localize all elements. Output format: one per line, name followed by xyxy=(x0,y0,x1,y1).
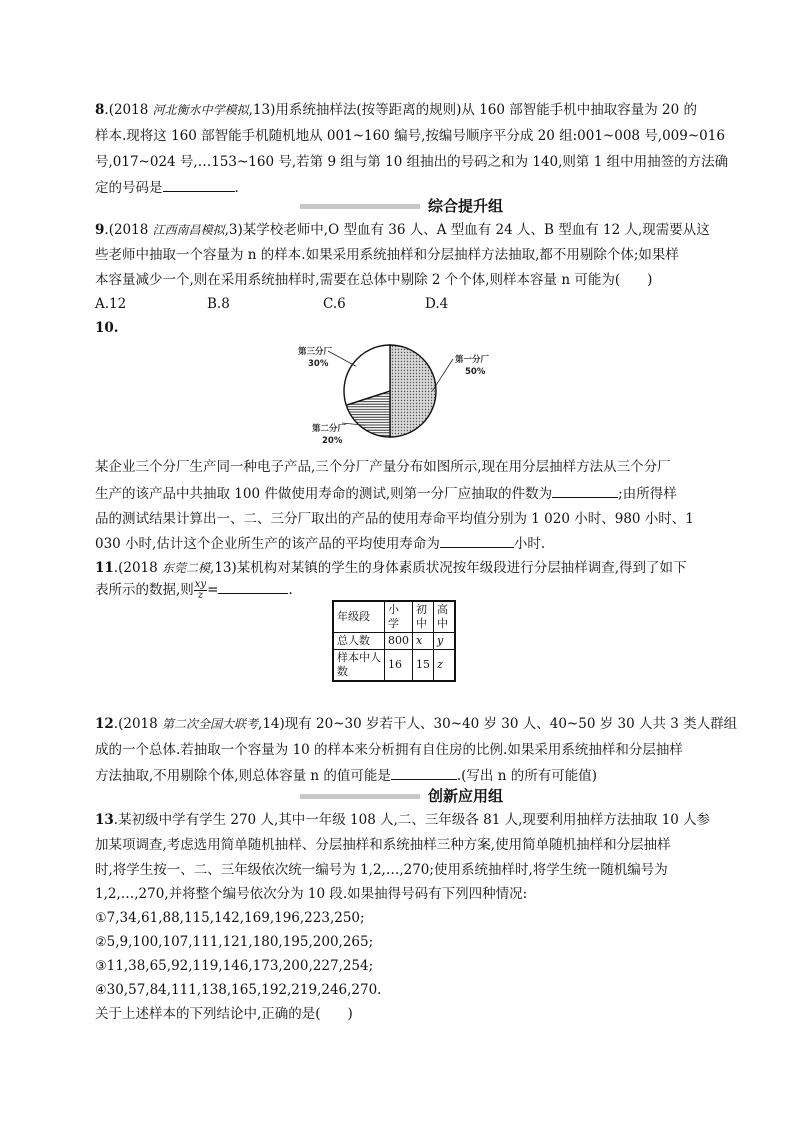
item-text: 30,57,84,111,138,165,192,219,246,270. xyxy=(106,982,382,998)
q10-answer-blank-2[interactable] xyxy=(440,533,514,548)
q13-line2: 加某项调查,考虑选用简单随机抽样、分层抽样和系统抽样三种方案,使用简单随机抽样和分层抽样 xyxy=(95,837,671,853)
table-cell: x xyxy=(413,633,434,650)
q9-number: 9 xyxy=(95,222,105,238)
q12-line3-text: 方法抽取,不用剔除个体,则总体容量 n 的值可能是 xyxy=(95,768,391,784)
section-header-innovation xyxy=(0,786,794,806)
q10-dot: . xyxy=(113,320,119,336)
table-row xyxy=(333,650,455,682)
q10-line2-end: ;由所得样 xyxy=(618,486,677,502)
fraction-numerator: xy xyxy=(194,579,207,590)
q9-pre: .(2018 xyxy=(104,222,153,238)
q8-line4 xyxy=(95,177,239,198)
table-cell: y xyxy=(434,633,456,650)
q10-number: 10 xyxy=(95,320,114,336)
pie-slice-label: 第二分厂 xyxy=(312,424,347,434)
item-text: 11,38,65,92,119,146,173,200,227,254; xyxy=(106,958,374,974)
q12-line3 xyxy=(95,765,597,786)
q13-line3: 时,将学生按一、二、三年级依次统一编号为 1,2,…,270;使用系统抽样时,将学生统一随机编号为 xyxy=(95,862,668,878)
table-cell: 样本中人数 xyxy=(333,650,385,682)
q9-option-d[interactable]: D.4 xyxy=(425,296,449,312)
table-cell: 16 xyxy=(385,650,413,682)
q8-line4-text: 定的号码是 xyxy=(95,180,163,196)
q11-line2 xyxy=(95,578,293,602)
q13-last: 关于上述样本的下列结论中,正确的是( ) xyxy=(95,1006,353,1022)
q12-line3-end: .(写出 n 的所有可能值) xyxy=(456,768,597,784)
circled-number: ④ xyxy=(95,983,107,998)
pie-slice-percent: 50% xyxy=(465,367,486,377)
section-bar xyxy=(300,204,420,209)
q8-answer-blank[interactable] xyxy=(163,177,235,192)
q10-line1: 某企业三个分厂生产同一种电子产品,三个分厂产量分布如图所示,现在用分层抽样方法从三个分厂 xyxy=(95,459,671,475)
item-text: 7,34,61,88,115,142,169,196,223,250; xyxy=(106,910,365,926)
q12-number: 12 xyxy=(95,716,114,732)
q10-answer-blank-1[interactable] xyxy=(552,483,618,498)
q8-number: 8 xyxy=(95,102,105,118)
q11-answer-blank[interactable] xyxy=(218,579,288,594)
q8-pre: .( xyxy=(104,102,114,118)
q13-item-4 xyxy=(95,980,381,1001)
section-title: 综合提升组 xyxy=(428,197,504,215)
q10-line2 xyxy=(95,483,677,504)
q9-line1 xyxy=(95,220,710,240)
q13-item-3 xyxy=(95,956,373,977)
pie-slice-label: 第三分厂 xyxy=(298,347,333,357)
q13-line1 xyxy=(95,810,710,830)
q13-line4: 1,2,…,270,并将整个编号依次分为 10 段.如果抽得号码有下列四种情况: xyxy=(95,886,528,902)
table-cell: 高中 xyxy=(434,601,456,633)
q9-line3: 本容量减少一个,则在采用系统抽样时,需要在总体中剔除 2 个个体,则样本容量 n 可能为( ) xyxy=(95,272,653,288)
q9-option-a[interactable]: A.12 xyxy=(95,296,127,312)
q11-line2-end: . xyxy=(288,582,293,598)
q10-line4-end: 小时. xyxy=(513,536,546,552)
section-title: 创新应用组 xyxy=(428,787,504,805)
item-text: 5,9,100,107,111,121,180,195,200,265; xyxy=(106,934,374,950)
q11-line1 xyxy=(95,558,687,578)
q12-source: 第二次全国大联考 xyxy=(162,717,259,731)
q12-answer-blank[interactable] xyxy=(391,765,457,780)
q9-source: 江西南昌模拟 xyxy=(152,223,225,237)
circled-number: ③ xyxy=(95,959,107,974)
q10-line4-text: 030 小时,估计这个企业所生产的该产品的平均使用寿命为 xyxy=(95,536,440,552)
q9-option-c[interactable]: C.6 xyxy=(323,296,346,312)
table-row xyxy=(333,633,455,650)
q12-text: ,14)现有 20~30 岁若干人、30~40 岁 30 人、40~50 岁 30 人共 3 类人群组 xyxy=(258,716,738,732)
pie-slice xyxy=(390,345,436,437)
q9-line2: 些老师中抽取一个容量为 n 的样本.如果采用系统抽样和分层抽样方法抽取,都不用剔除个体;如果样 xyxy=(95,247,679,263)
q11-line2-text: 表所示的数据,则 xyxy=(95,582,194,598)
fraction-denominator: z xyxy=(197,590,204,601)
q9-text: ,3)某学校老师中,O 型血有 36 人、A 型血有 24 人、B 型血有 12 人,现需要从这 xyxy=(224,222,710,238)
q9-option-b[interactable]: B.8 xyxy=(207,296,230,312)
q8-line2: 样本.现将这 160 部智能手机随机地从 001~160 编号,按编号顺序平分成 20 组:001~008 号,009~016 xyxy=(95,128,725,144)
section-bar xyxy=(300,794,420,799)
circled-number: ② xyxy=(95,935,107,950)
table-cell: 800 xyxy=(385,633,413,650)
q8-source: 河北衡水中学模拟 xyxy=(152,103,249,117)
q13-number: 13 xyxy=(95,812,114,828)
table-cell: 15 xyxy=(413,650,434,682)
q13-item-1 xyxy=(95,908,365,929)
pie-chart xyxy=(292,336,502,448)
table-cell: 初中 xyxy=(413,601,434,633)
table-row xyxy=(333,601,455,633)
pie-slice-percent: 20% xyxy=(322,436,343,446)
pie-leader-line xyxy=(432,359,453,391)
q10-number-line xyxy=(95,318,119,338)
q12-line2: 成的一个总体.若抽取一个容量为 10 的样本来分析拥有自住房的比例.如果采用系统抽样和分层抽样 xyxy=(95,742,683,758)
q11-text: ,13)某机构对某镇的学生的身体素质状况按年级段进行分层抽样调查,得到了如下 xyxy=(210,560,687,576)
q11-number: 11 xyxy=(95,560,114,576)
q11-table xyxy=(332,600,456,682)
q8-line4-end: . xyxy=(234,180,239,196)
table-cell: 小学 xyxy=(385,601,413,633)
q8-line1 xyxy=(95,100,697,120)
q8-line3: 号,017~024 号,…153~160 号,若第 9 组与第 10 组抽出的号码之和为 140,则第 1 组中用抽签的方法确 xyxy=(95,154,729,170)
q13-item-2 xyxy=(95,932,373,953)
q11-pre: .(2018 xyxy=(113,560,163,576)
q10-line2-text: 生产的该产品中共抽取 100 件做使用寿命的测试,则第一分厂应抽取的件数为 xyxy=(95,486,553,502)
circled-number: ① xyxy=(95,911,107,926)
table-cell: 总人数 xyxy=(333,633,385,650)
q12-pre: .(2018 xyxy=(113,716,163,732)
pie-leader-line xyxy=(328,351,356,366)
section-header-comprehensive xyxy=(0,196,794,216)
pie-slice-percent: 30% xyxy=(308,359,329,369)
q8-year: 2018 xyxy=(113,102,153,118)
q11-source: 东莞二模 xyxy=(162,561,211,575)
table-cell: z xyxy=(434,650,456,682)
q13-text: .某初级中学有学生 270 人,其中一年级 108 人,二、三年级各 81 人,现要利用抽样方法抽取 10 人参 xyxy=(113,812,711,828)
q11-fraction xyxy=(194,580,207,601)
table-cell: 年级段 xyxy=(333,601,385,633)
q10-line4 xyxy=(95,533,545,554)
q12-line1 xyxy=(95,714,737,734)
pie-slice-label: 第一分厂 xyxy=(455,355,490,365)
q11-equals: = xyxy=(207,582,219,598)
q10-line3: 品的测试结果计算出一、二、三分厂取出的产品的使用寿命平均值分别为 1 020 小时、980 小时、1 xyxy=(95,511,694,527)
q8-text: ,13)用系统抽样法(按等距离的规则)从 160 部智能手机中抽取容量为 20 的 xyxy=(248,102,698,118)
